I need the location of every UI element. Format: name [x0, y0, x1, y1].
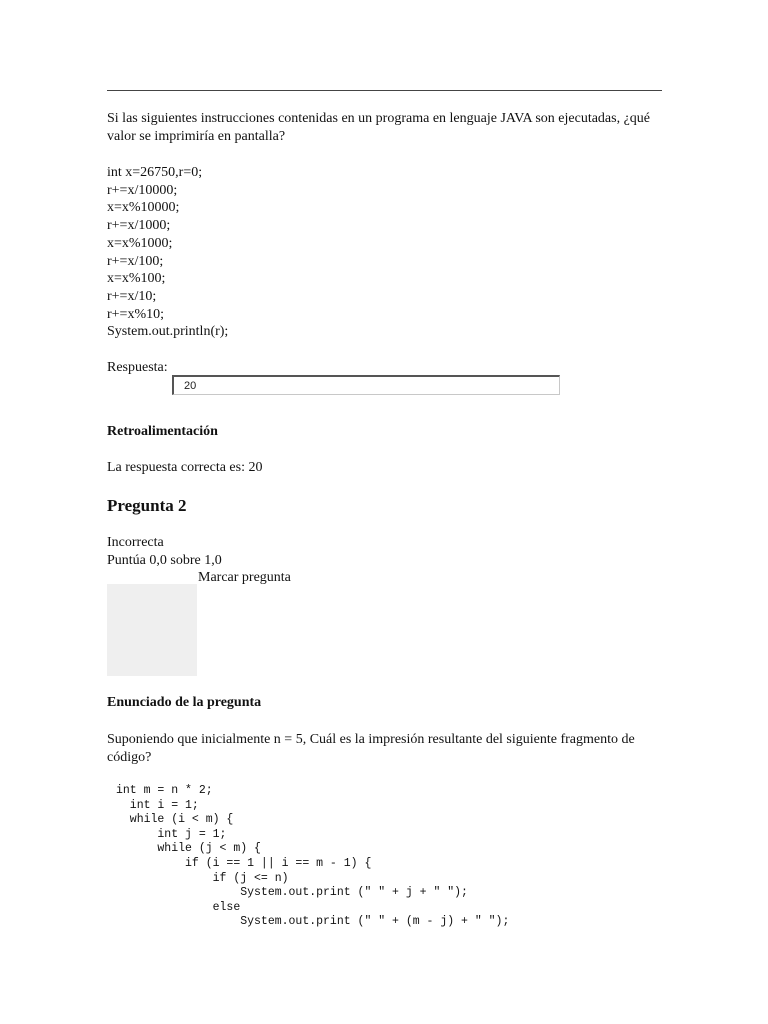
code-line: r+=x/10;	[107, 288, 157, 304]
feedback-title: Retroalimentación	[107, 424, 218, 439]
code-line: r+=x/1000;	[107, 218, 171, 234]
statement-title: Enunciado de la pregunta	[107, 695, 262, 710]
question-2-title: Pregunta 2	[107, 496, 187, 515]
code-line: int x=26750,r=0;	[107, 165, 203, 180]
code-line: x=x%100;	[107, 271, 166, 287]
question-2-code: int m = n * 2; int i = 1; while (i < m) { int j = 1; while (j < m) { if (i == 1 || i == m - 1) { if (j <= n) System.out.print (" " + j + " "); else System.out.print (" " + (m - j) + " ");	[116, 784, 510, 929]
status-text: Incorrecta	[107, 535, 164, 550]
question-1-code	[107, 164, 228, 341]
code-line: System.out.println(r);	[107, 324, 229, 340]
statement-text: Suponiendo que inicialmente n = 5, Cuál es la impresión resultante del siguiente fragmento de código?	[107, 732, 635, 765]
answer-input[interactable]: 20	[172, 375, 560, 395]
code-line: x=x%1000;	[107, 235, 173, 251]
question-status	[107, 534, 222, 570]
flag-question-link[interactable]: Marcar pregunta	[198, 570, 291, 585]
code-line: r+=x/100;	[107, 253, 164, 269]
top-divider	[107, 90, 662, 91]
flag-icon[interactable]	[107, 584, 197, 676]
score-text: Puntúa 0,0 sobre 1,0	[107, 553, 222, 568]
question-1-text: Si las siguientes instrucciones contenidas en un programa en lenguaje JAVA son ejecutadas, ¿qué valor se imprimiría en pantalla?	[107, 111, 651, 144]
answer-label: Respuesta:	[107, 360, 168, 375]
code-line: x=x%10000;	[107, 200, 180, 216]
code-line: r+=x%10;	[107, 306, 165, 322]
feedback-text: La respuesta correcta es: 20	[107, 460, 263, 475]
code-line: r+=x/10000;	[107, 182, 178, 198]
